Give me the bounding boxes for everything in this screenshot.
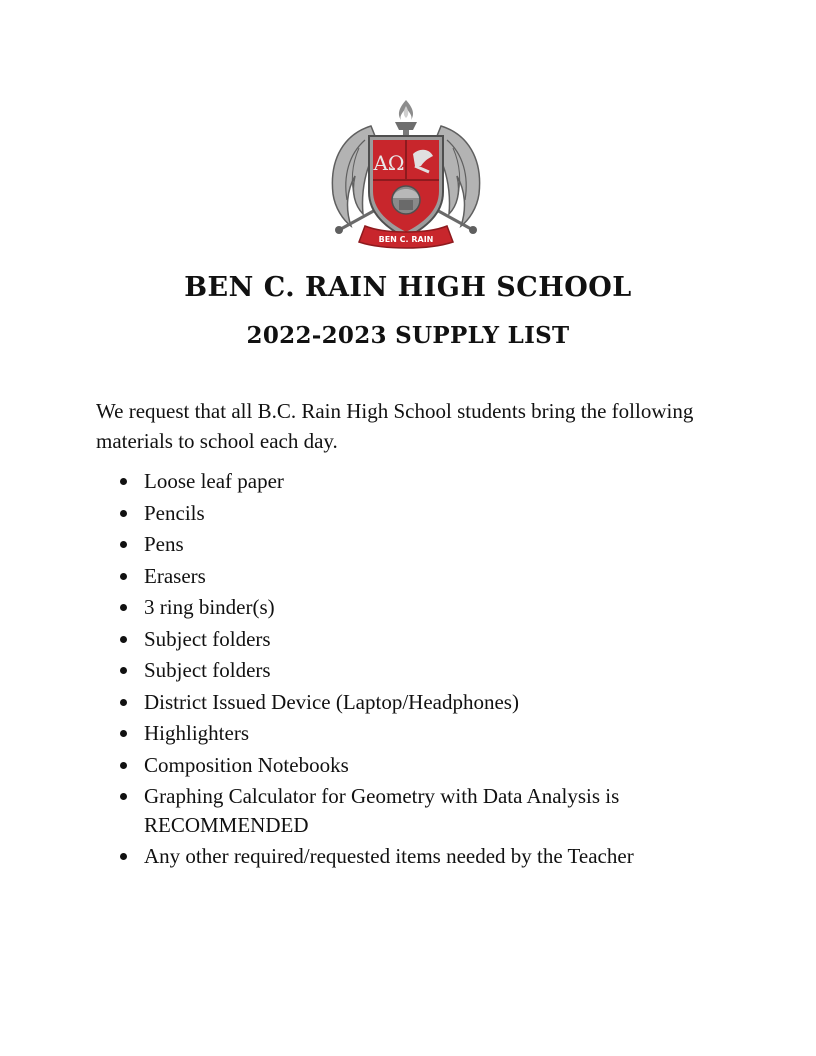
list-item-text: Subject folders <box>144 658 271 682</box>
school-crest-logo <box>325 96 487 254</box>
list-item-text: Erasers <box>144 563 206 588</box>
supply-list <box>120 467 760 874</box>
bullet-icon <box>120 699 127 706</box>
list-item-text: Any other required/requested items needed by the Teacher <box>144 844 634 868</box>
supply-list-title: 2022-2023 SUPPLY LIST <box>246 322 570 349</box>
list-item-text: Loose leaf paper <box>144 469 284 493</box>
list-item-text: Pencils <box>144 500 205 525</box>
list-item <box>120 625 760 654</box>
bullet-icon <box>120 573 127 580</box>
list-item-text: Highlighters <box>144 721 249 745</box>
list-item <box>120 593 760 622</box>
bullet-icon <box>120 730 127 737</box>
list-item <box>120 467 760 496</box>
bullet-icon <box>120 510 127 517</box>
list-item-text: 3 ring binder(s) <box>144 595 275 619</box>
list-item <box>120 656 760 685</box>
intro-paragraph: We request that all B.C. Rain High School students bring the following materials to school each day. <box>96 399 694 453</box>
list-item <box>120 782 760 839</box>
list-item <box>120 751 760 780</box>
bullet-icon <box>120 541 127 548</box>
list-item-text: Subject folders <box>144 626 271 651</box>
bullet-icon <box>120 793 127 800</box>
list-item-text: Pens <box>144 532 184 556</box>
list-item <box>120 499 760 528</box>
list-item-text: District Issued Device (Laptop/Headphones) <box>144 689 519 714</box>
list-item <box>120 842 760 871</box>
bullet-icon <box>120 604 127 611</box>
bullet-icon <box>120 478 127 485</box>
list-item <box>120 688 760 717</box>
svg-text:AΩ: AΩ <box>373 151 405 175</box>
bullet-icon <box>120 636 127 643</box>
bullet-icon <box>120 667 127 674</box>
list-item-text: Graphing Calculator for Geometry with Data Analysis is RECOMMENDED <box>144 784 620 837</box>
list-item-text: Composition Notebooks <box>144 752 349 777</box>
bullet-icon <box>120 853 127 860</box>
school-name-heading: BEN C. RAIN HIGH SCHOOL <box>184 272 632 303</box>
crest-banner-text: BEN C. RAIN <box>378 235 434 244</box>
list-item <box>120 719 760 748</box>
list-item <box>120 530 760 559</box>
bullet-icon <box>120 762 127 769</box>
list-item <box>120 562 760 591</box>
